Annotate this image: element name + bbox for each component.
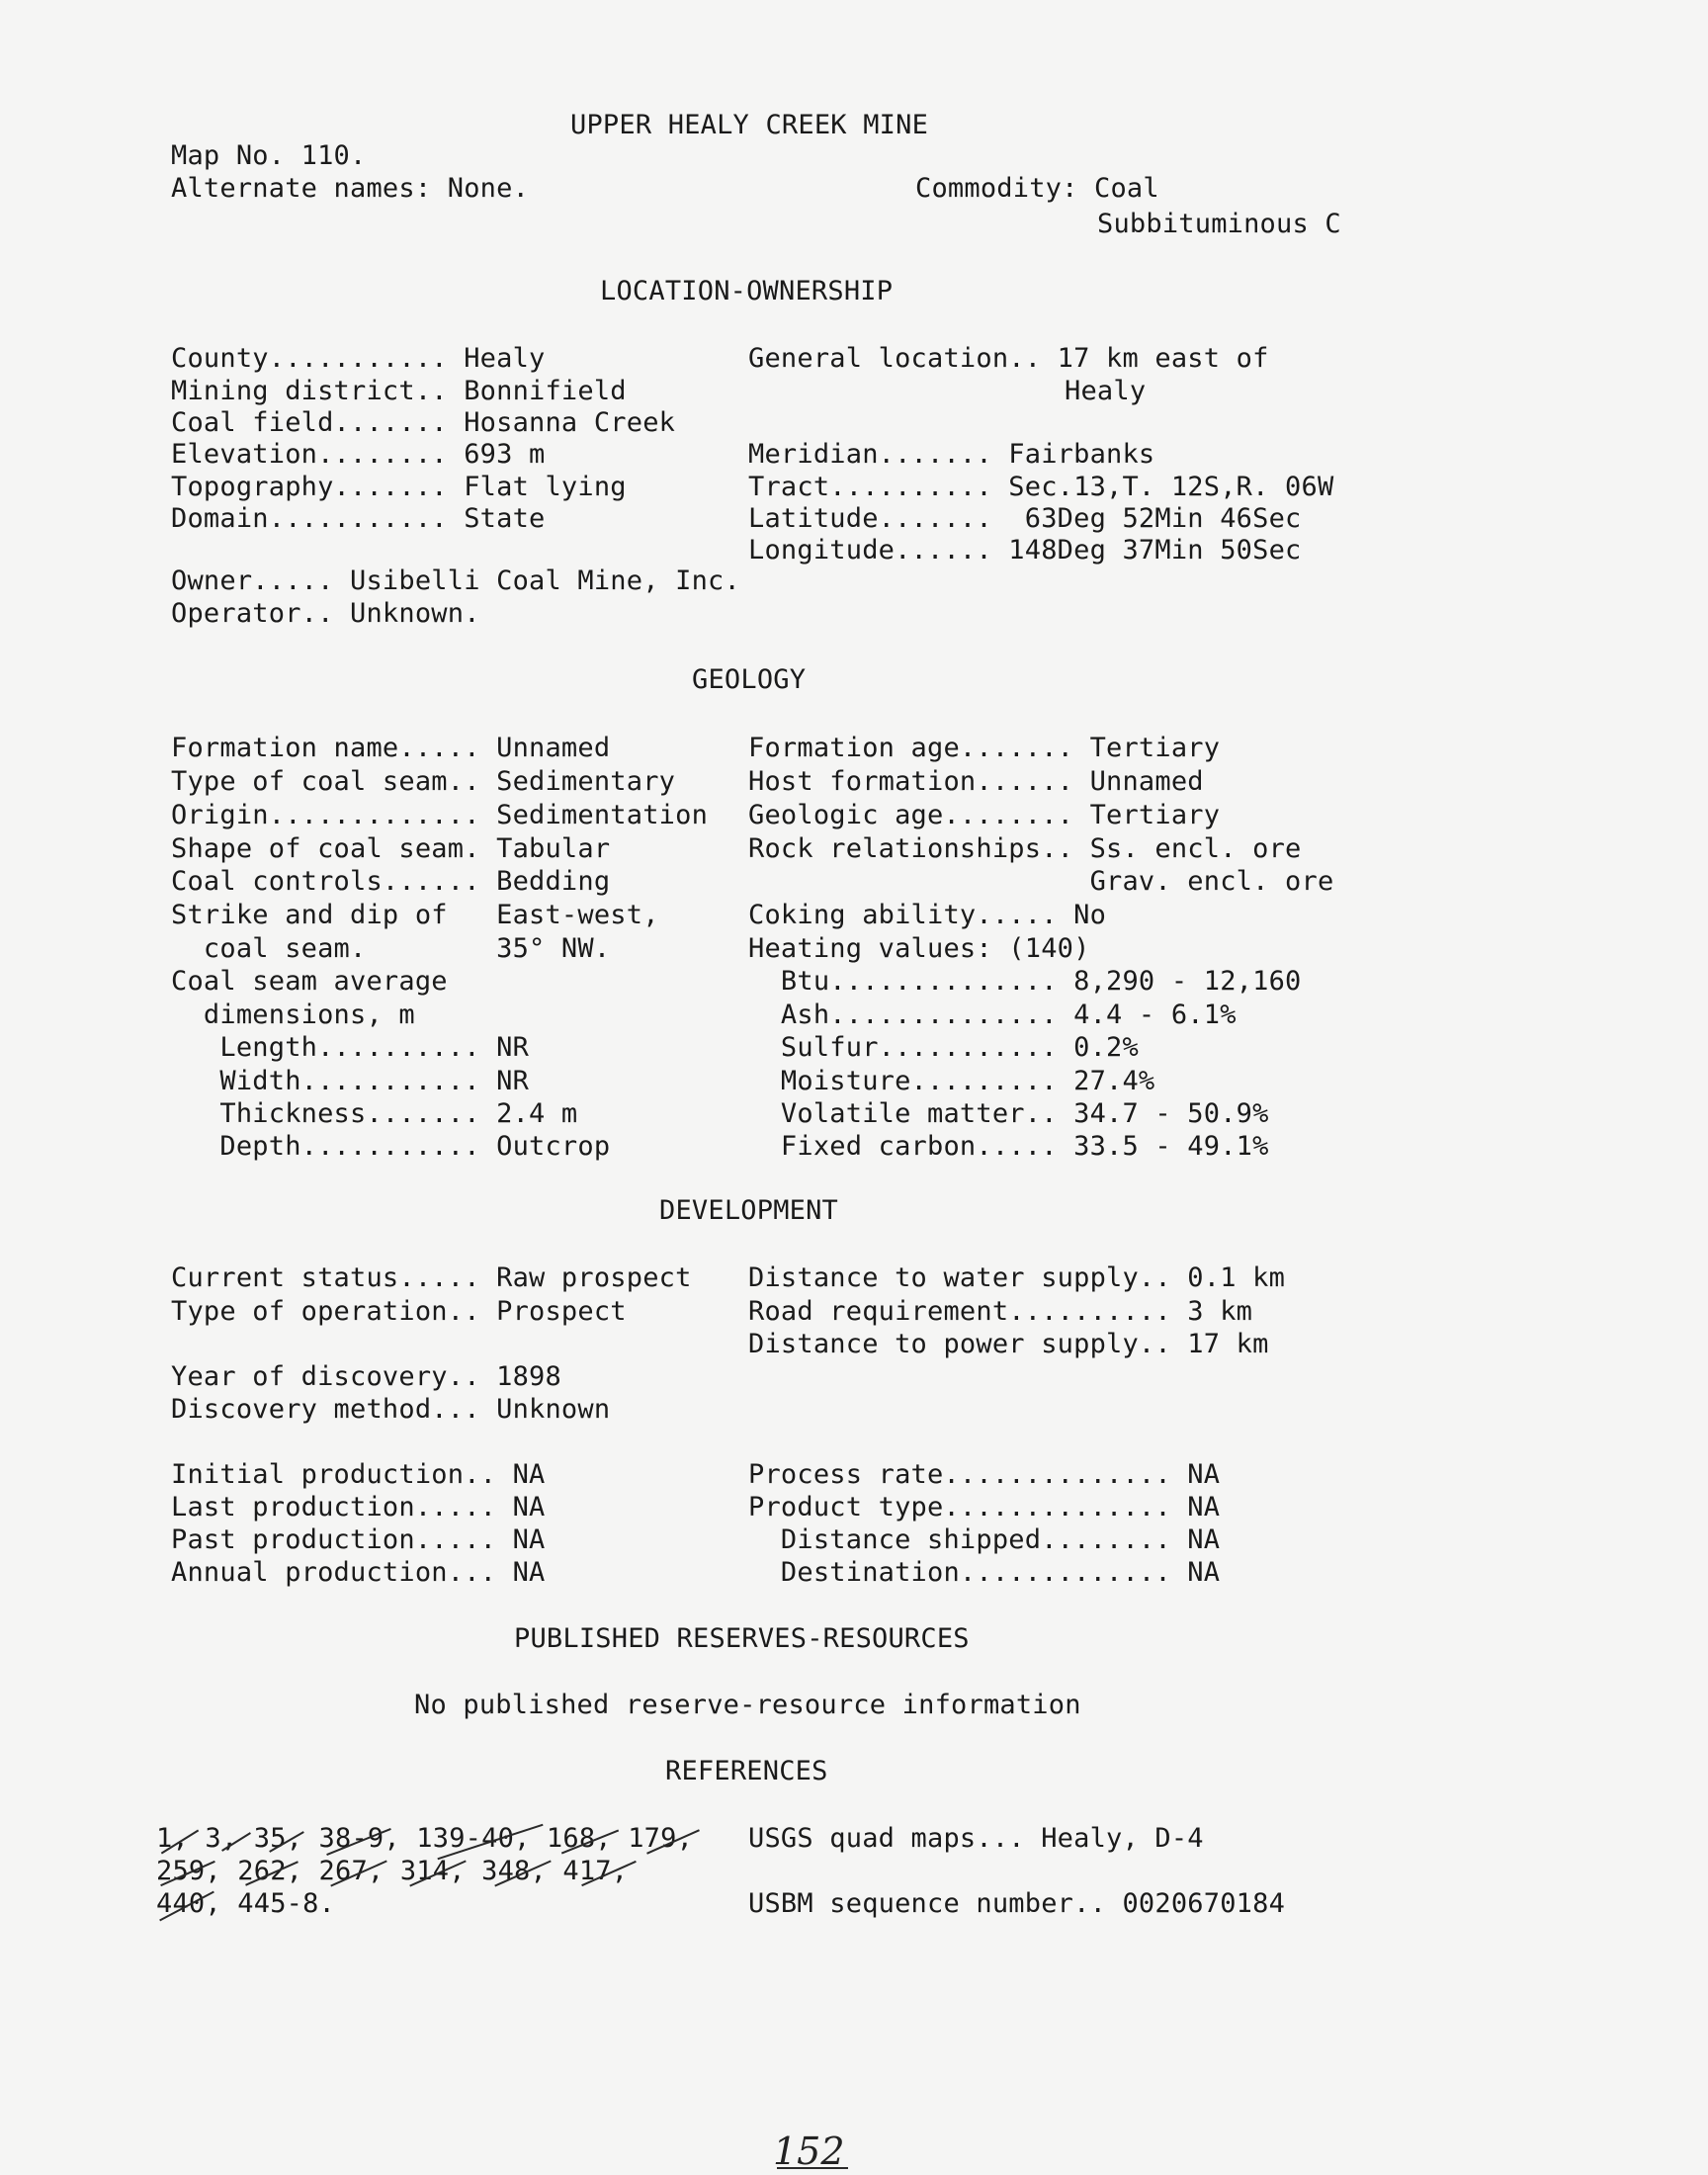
geology-field: Heating values: (140): [748, 933, 1090, 964]
section-heading-geology: GEOLOGY: [692, 664, 807, 695]
location-topography: Topography....... Flat lying: [171, 472, 627, 502]
development-field: Process rate.............. NA: [748, 1459, 1221, 1490]
development-field: Distance to water supply.. 0.1 km: [748, 1262, 1286, 1293]
location-county: County........... Healy: [171, 343, 546, 374]
development-field: Product type.............. NA: [748, 1492, 1221, 1522]
development-field: Destination............. NA: [748, 1557, 1221, 1588]
page-number: 152: [773, 2130, 845, 2173]
geology-field: Length.......... NR: [171, 1032, 530, 1063]
references-quad-maps: USGS quad maps... Healy, D-4: [748, 1823, 1204, 1854]
development-field: Initial production.. NA: [171, 1459, 546, 1490]
location-field: Coal field....... Hosanna Creek: [171, 407, 676, 438]
geology-field: Btu.............. 8,290 - 12,160: [748, 966, 1302, 997]
geology-field: Formation age....... Tertiary: [748, 733, 1221, 763]
geology-field: Origin............. Sedimentation: [171, 800, 709, 830]
geology-field: Coal seam average: [171, 966, 448, 997]
geology-field: Coking ability..... No: [748, 900, 1107, 930]
geology-field: Thickness....... 2.4 m: [171, 1098, 578, 1129]
location-operator: Operator.. Unknown.: [171, 598, 480, 629]
alternate-names: Alternate names: None.: [171, 173, 530, 204]
reserves-text: No published reserve-resource information: [414, 1690, 1081, 1720]
geology-field: Ash.............. 4.4 - 6.1%: [748, 1000, 1237, 1030]
page-number-underline: [777, 2167, 848, 2169]
development-field: Distance to power supply.. 17 km: [748, 1329, 1269, 1359]
development-field: Past production..... NA: [171, 1524, 546, 1555]
development-field: Annual production... NA: [171, 1557, 546, 1588]
geology-field: Geologic age........ Tertiary: [748, 800, 1221, 830]
geology-field: Volatile matter.. 34.7 - 50.9%: [748, 1098, 1269, 1129]
section-heading-development: DEVELOPMENT: [659, 1195, 839, 1226]
geology-field: Formation name..... Unnamed: [171, 733, 611, 763]
geology-field: Type of coal seam.. Sedimentary: [171, 766, 676, 797]
geology-field: Rock relationships.. Ss. encl. ore: [748, 833, 1302, 864]
location-general: General location.. 17 km east of: [748, 343, 1269, 374]
geology-field: Coal controls...... Bedding: [171, 866, 611, 897]
development-field: Road requirement.......... 3 km: [748, 1296, 1253, 1327]
document-title: UPPER HEALY CREEK MINE: [570, 110, 929, 140]
geology-field: Sulfur........... 0.2%: [748, 1032, 1139, 1063]
geology-field: Fixed carbon..... 33.5 - 49.1%: [748, 1131, 1269, 1162]
development-field: Last production..... NA: [171, 1492, 546, 1522]
location-tract: Tract.......... Sec.13,T. 12S,R. 06W: [748, 472, 1334, 502]
geology-field: Width........... NR: [171, 1066, 530, 1096]
section-heading-references: REFERENCES: [665, 1756, 828, 1786]
references-list-line: 259, 262, 267, 314, 348, 417,: [156, 1856, 629, 1886]
commodity-subtype: Subbituminous C: [1097, 209, 1341, 239]
location-meridian: Meridian....... Fairbanks: [748, 439, 1155, 470]
geology-field: coal seam. 35° NW.: [171, 933, 611, 964]
geology-field: Grav. encl. ore: [748, 866, 1334, 897]
geology-field: Shape of coal seam. Tabular: [171, 833, 611, 864]
section-heading-reserves: PUBLISHED RESERVES-RESOURCES: [514, 1623, 970, 1654]
geology-field: Depth........... Outcrop: [171, 1131, 611, 1162]
location-elevation: Elevation........ 693 m: [171, 439, 546, 470]
development-field: Year of discovery.. 1898: [171, 1361, 561, 1392]
geology-field: Strike and dip of East-west,: [171, 900, 659, 930]
location-domain: Domain........... State: [171, 503, 546, 534]
location-latitude: Latitude....... 63Deg 52Min 46Sec: [748, 503, 1302, 534]
location-longitude: Longitude...... 148Deg 37Min 50Sec: [748, 535, 1302, 566]
references-list-line: 1, 3, 35, 38-9, 139-40, 168, 179,: [156, 1823, 694, 1854]
map-number: Map No. 110.: [171, 140, 367, 171]
commodity: Commodity: Coal: [915, 173, 1159, 204]
location-district: Mining district.. Bonnifield: [171, 376, 627, 406]
references-usbm-sequence: USBM sequence number.. 0020670184: [748, 1888, 1286, 1919]
location-owner: Owner..... Usibelli Coal Mine, Inc.: [171, 566, 740, 596]
section-heading-location: LOCATION-OWNERSHIP: [600, 276, 894, 306]
development-field: Current status..... Raw prospect: [171, 1262, 692, 1293]
geology-field: dimensions, m: [171, 1000, 415, 1030]
development-field: Discovery method... Unknown: [171, 1394, 611, 1425]
development-field: Type of operation.. Prospect: [171, 1296, 627, 1327]
geology-field: Host formation...... Unnamed: [748, 766, 1204, 797]
references-list-line: 440, 445-8.: [156, 1888, 336, 1919]
development-field: Distance shipped........ NA: [748, 1524, 1221, 1555]
location-general-cont: Healy: [1065, 376, 1147, 406]
geology-field: Moisture......... 27.4%: [748, 1066, 1155, 1096]
